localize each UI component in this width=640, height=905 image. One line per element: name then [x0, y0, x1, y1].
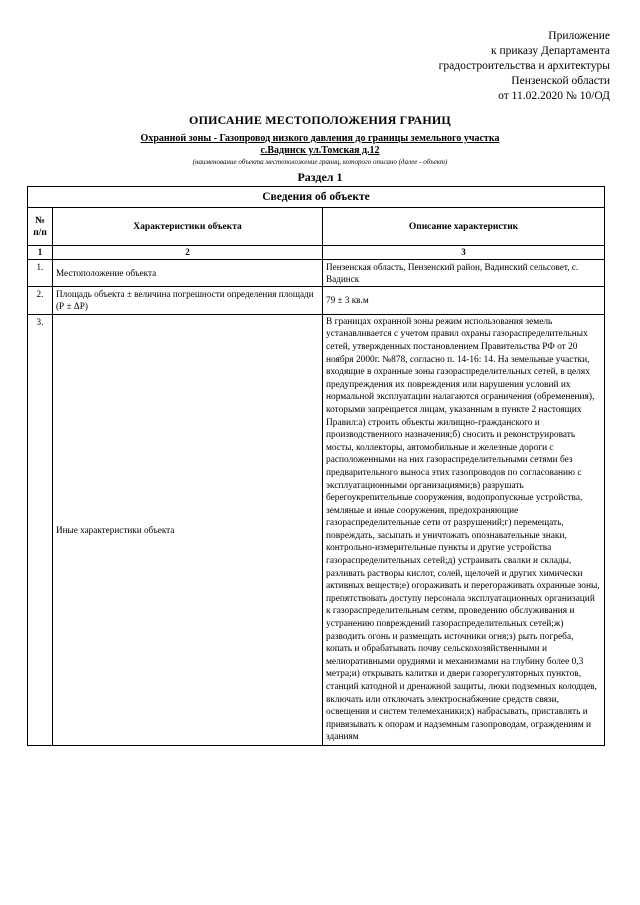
subject-line: Охранной зоны - Газопровод низкого давления до границы земельного участка [140, 133, 500, 144]
row-characteristic: Площадь объекта ± величина погрешности определения площади (Р ± ΔР) [53, 287, 323, 315]
row-number: 1. [28, 259, 53, 287]
annex-line: Пензенской области [511, 75, 610, 87]
table-row [28, 287, 605, 315]
subject-line: с.Вадинск ул.Томская д.12 [260, 145, 380, 156]
column-header-description: Описание характеристик [323, 208, 605, 246]
document-title: ОПИСАНИЕ МЕСТОПОЛОЖЕНИЯ ГРАНИЦ [189, 113, 451, 127]
section-title: Раздел 1 [297, 170, 343, 184]
column-header-no: № п/п [28, 208, 53, 246]
table-header: Сведения об объекте [28, 187, 605, 208]
row-description: 79 ± 3 кв.м [323, 287, 605, 315]
annex-line: градостроительства и архитектуры [438, 60, 610, 72]
annex-line: к приказу Департамента [491, 45, 610, 57]
table-row [28, 314, 605, 745]
row-characteristic: Иные характеристики объекта [53, 314, 323, 745]
column-header-characteristic: Характеристики объекта [53, 208, 323, 246]
row-characteristic: Местоположение объекта [53, 259, 323, 287]
column-index: 3 [323, 246, 605, 259]
row-description: В границах охранной зоны режим использования земель устанавливается с учетом правил охраны газораспределительных сетей, утвержденных постановлением Правительства РФ от 20 ноября 2000г. №878, согласно п. 14-16: 14. На земельные участки, входящие в охранные зоны газораспределительных сетей, в целях предупреждения их повреждения или нарушения условий их нормальной эксплуатации налагаются ограничения (обременения), которыми запрещается лицам, указанным в пункте 2 настоящих Правил:а) строить объекты жилищно-гражданского и производственного назначения;б) сносить и реконструировать мосты, коллекторы, автомобильные и железные дороги с расположенными на них газораспределительными сетями без предварительного выноса этих газопроводов по согласованию с эксплуатационными организациями;в) разрушать берегоукрепительные сооружения, водопропускные устройства, земляные и иные сооружения, предохраняющие газораспределительные сети от разрушений;г) перемещать, повреждать, засыпать и уничтожать опознавательные знаки, контрольно-измерительные пункты и другие устройства газораспределительных сетей;д) устраивать свалки и склады, разливать растворы кислот, солей, щелочей и других химически активных веществ;е) огораживать и перегораживать охранные зоны, препятствовать доступу персонала эксплуатационных организаций к газораспределительным сетям, проведению обслуживания и устранению повреждений газораспределительных сетей;ж) разводить огонь и размещать источники огня;з) рыть погреба, копать и обрабатывать почву сельскохозяйственными и мелиоративными орудиями и механизмами на глубину более 0,3 метра;и) открывать калитки и двери газорегуляторных пунктов, станций катодной и дренажной защиты, люки подземных колодцев, включать или отключать электроснабжение средств связи, освещения и систем телемеханики;к) набрасывать, приставлять и привязывать к опорам и надземным газопроводам, ограждениям и зданиям [323, 314, 605, 745]
annex-line: от 11.02.2020 № 10/ОД [498, 90, 610, 102]
subject-caption: (наименование объекта местоположение границ, которого описано (далее - объект) [192, 158, 448, 166]
row-description: Пензенская область, Пензенский район, Вадинский сельсовет, с. Вадинск [323, 259, 605, 287]
object-info-table [27, 186, 605, 746]
column-index: 2 [53, 246, 323, 259]
column-index: 1 [28, 246, 53, 259]
table-row [28, 259, 605, 287]
row-number: 2. [28, 287, 53, 315]
object-subject [60, 133, 580, 157]
row-number: 3. [28, 314, 53, 745]
annex-line: Приложение [548, 30, 610, 42]
annex-block [350, 29, 610, 104]
